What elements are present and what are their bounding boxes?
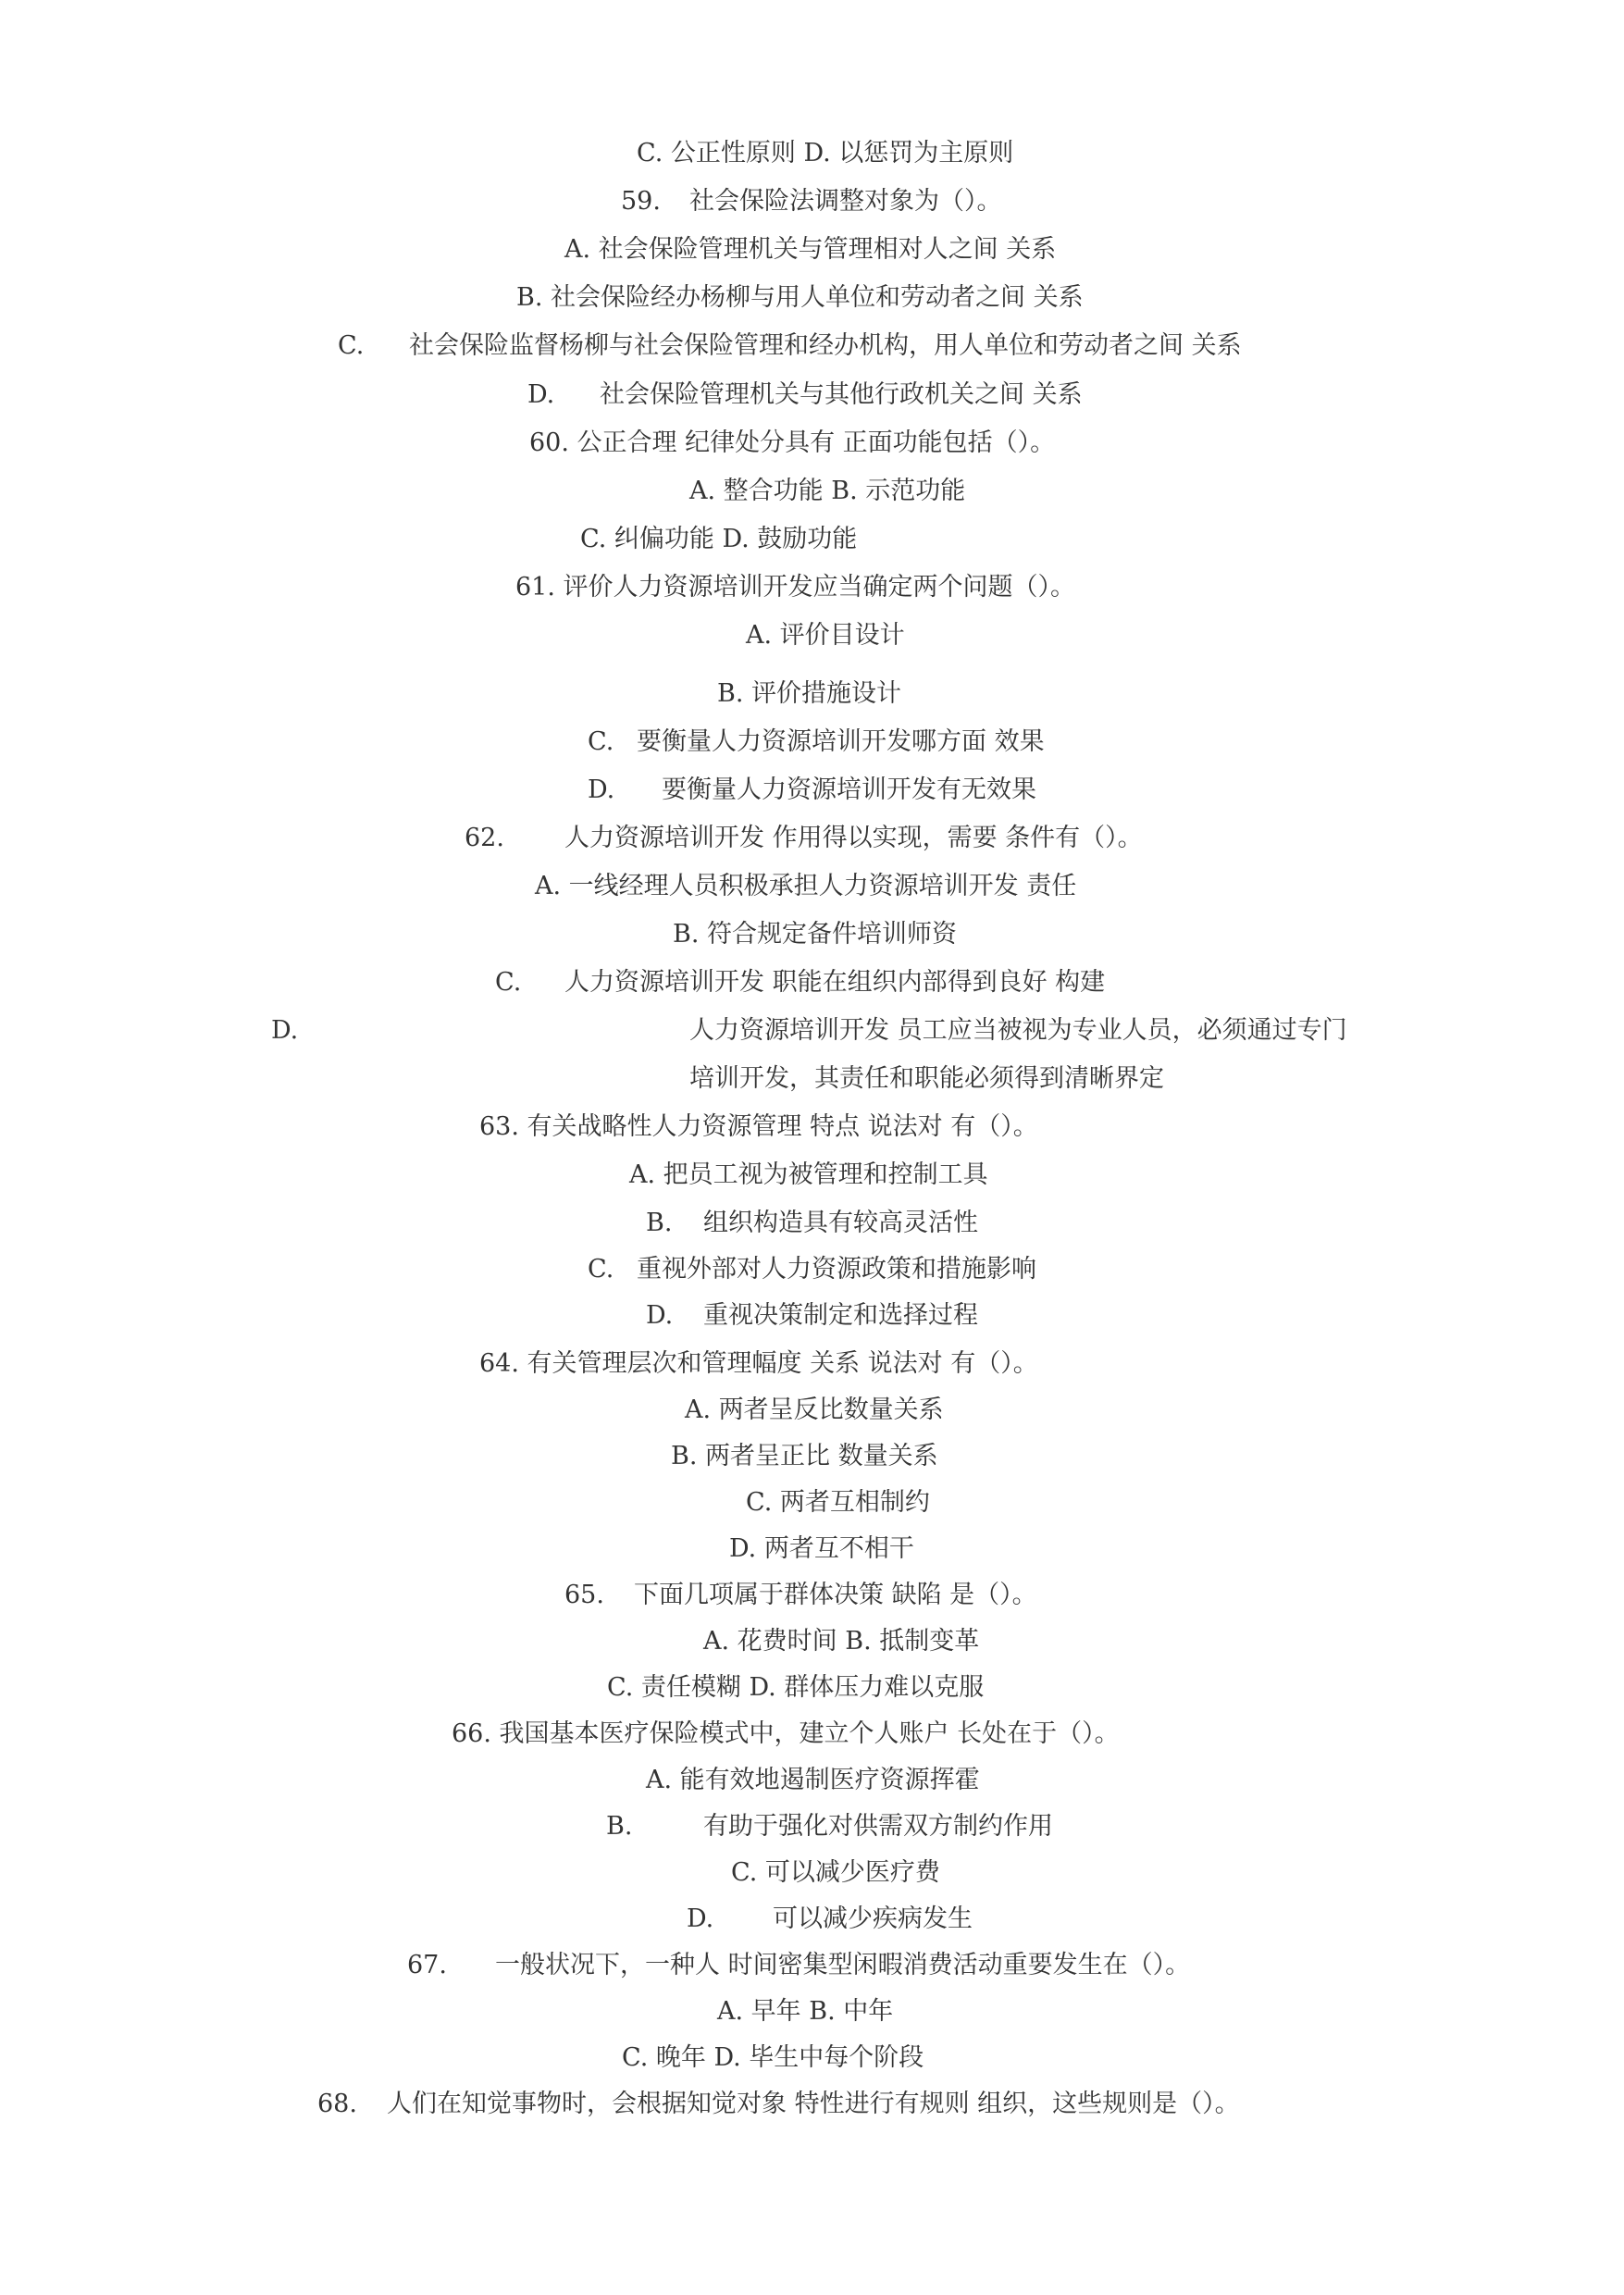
option-letter: B. (606, 1812, 633, 1841)
option-line: C. 纠偏功能 D. 鼓励功能 (580, 525, 858, 553)
question-number: 68. (317, 2090, 357, 2118)
option-letter: D. (687, 1904, 714, 1933)
option-line: A. 两者呈反比数量关系 (685, 1396, 944, 1424)
option-letter: C. (588, 727, 614, 756)
option-letter: D. (271, 1016, 299, 1045)
option-line: C. 可以减少医疗费 (731, 1858, 940, 1887)
option-text: 重视决策制定和选择过程 (703, 1301, 978, 1330)
question-text: 一般状况下，一种人 时间密集型闲暇消费活动重要发生在（）。 (495, 1951, 1191, 1979)
option-line: A. 花费时间 B. 抵制变革 (703, 1627, 980, 1656)
option-text: 人力资源培训开发 员工应当被视为专业人员，必须通过专门 (689, 1016, 1347, 1045)
option-line: C. 两者互相制约 (746, 1488, 930, 1517)
option-text: 要衡量人力资源培训开发哪方面 效果 (637, 727, 1045, 756)
option-text: 有助于强化对供需双方制约作用 (703, 1812, 1053, 1841)
option-letter: C. (495, 968, 522, 997)
option-text: 可以减少疾病发生 (773, 1904, 973, 1933)
question-line: 60. 公正合理 纪律处分具有 正面功能包括（）。 (529, 428, 1056, 457)
question-text: 人们在知觉事物时，会根据知觉对象 特性进行有规则 组织，这些规则是（）。 (387, 2090, 1240, 2118)
question-text: 下面几项属于群体决策 缺陷 是（）。 (634, 1581, 1037, 1609)
option-line: A. 能有效地遏制医疗资源挥霍 (646, 1766, 980, 1794)
option-line: B. 两者呈正比 数量关系 (671, 1442, 938, 1470)
question-text: 社会保险法调整对象为（）。 (689, 187, 1002, 216)
question-number: 59. (621, 187, 661, 216)
question-line: 64. 有关管理层次和管理幅度 关系 说法对 有（）。 (479, 1349, 1038, 1378)
question-line: 61. 评价人力资源培训开发应当确定两个问题（）。 (515, 573, 1076, 602)
option-line: A. 整合功能 B. 示范功能 (689, 477, 966, 505)
option-line: B. 评价措施设计 (717, 679, 902, 708)
option-line: A. 早年 B. 中年 (717, 1997, 894, 2026)
option-text: 社会保险监督杨柳与社会保险管理和经办机构，用人单位和劳动者之间 关系 (409, 331, 1242, 360)
option-text: 要衡量人力资源培训开发有无效果 (662, 775, 1036, 804)
option-letter: D. (527, 380, 555, 409)
question-number: 65. (564, 1581, 604, 1609)
question-number: 67. (407, 1951, 447, 1979)
option-letter: D. (588, 775, 615, 804)
option-line: A. 社会保险管理机关与管理相对人之间 关系 (564, 235, 1057, 264)
question-line: 66. 我国基本医疗保险模式中，建立个人账户 长处在于（）。 (452, 1719, 1120, 1748)
option-line: D. 两者互不相干 (729, 1534, 914, 1563)
option-line: C. 晚年 D. 毕生中每个阶段 (622, 2043, 924, 2072)
option-line: B. 符合规定备件培训师资 (673, 920, 958, 949)
option-letter: C. (588, 1255, 614, 1284)
option-line: A. 一线经理人员积极承担人力资源培训开发 责任 (535, 872, 1077, 900)
option-letter: C. (338, 331, 365, 360)
option-line: A. 把员工视为被管理和控制工具 (629, 1160, 988, 1189)
option-text: 重视外部对人力资源政策和措施影响 (637, 1255, 1036, 1284)
option-text: 组织构造具有较高灵活性 (703, 1209, 978, 1237)
option-line: C. 责任模糊 D. 群体压力难以克服 (607, 1673, 985, 1702)
option-line-continued: 培训开发，其责任和职能必须得到清晰界定 (689, 1064, 1164, 1093)
option-text: 社会保险管理机关与其他行政机关之间 关系 (600, 380, 1083, 409)
question-number: 62. (465, 824, 504, 852)
option-line: A. 评价目设计 (746, 621, 905, 650)
option-letter: D. (646, 1301, 674, 1330)
text-line: C. 公正性原则 D. 以惩罚为主原则 (637, 139, 1014, 167)
question-line: 63. 有关战略性人力资源管理 特点 说法对 有（）。 (479, 1112, 1038, 1141)
option-line: B. 社会保险经办杨柳与用人单位和劳动者之间 关系 (516, 283, 1084, 312)
question-text: 人力资源培训开发 作用得以实现，需要 条件有（）。 (564, 824, 1143, 852)
option-text: 人力资源培训开发 职能在组织内部得到良好 构建 (564, 968, 1106, 997)
option-letter: B. (646, 1209, 673, 1237)
